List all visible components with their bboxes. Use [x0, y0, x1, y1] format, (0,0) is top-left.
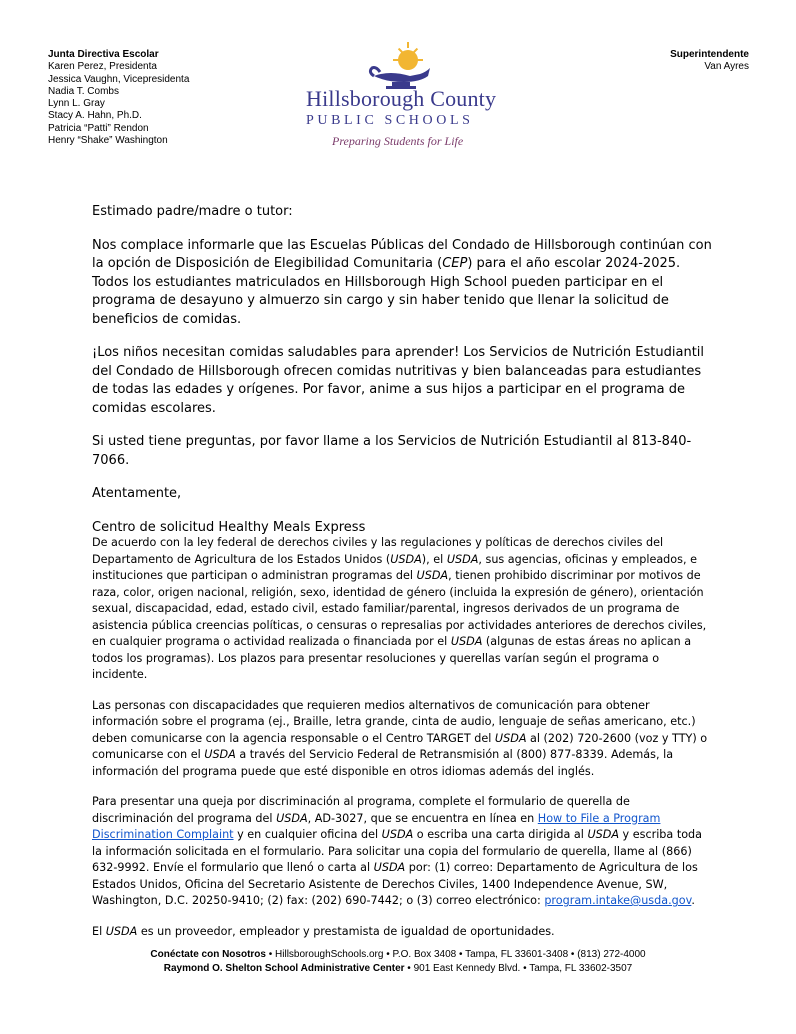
letter-body [92, 203, 712, 552]
school-board-list [48, 49, 189, 147]
board-member: Henry “Shake” Washington [48, 135, 168, 147]
board-member: Jessica Vaughn, Vicepresidenta [48, 73, 190, 85]
page-footer [0, 948, 796, 976]
footer-line: Conéctate con Nosotros • HillsboroughSchools.org • P.O. Box 3408 • Tampa, FL 33601-3408 • (813) 272-4000 [150, 949, 646, 960]
district-subtitle: PUBLIC SCHOOLS [306, 113, 474, 128]
superintendent-name: Van Ayres [704, 61, 749, 73]
board-member: Nadia T. Combs [48, 85, 119, 97]
signature: Centro de solicitud Healthy Meals Express [92, 519, 366, 535]
school-board-heading: Junta Directiva Escolar [48, 49, 159, 60]
legal-paragraph: Las personas con discapacidades que requieren medios alternativos de comunicación para obtener información sobre el programa (ej., Braille, letra grande, cinta de audio, lenguaje de señas americano, etc.) deben comunicarse con la agencia responsable o el Centro TARGET del USDA al (202) 720-2600 (voz y TTY) o comunicarse con el USDA a través del Servicio Federal de Retransmisión al (800) 877-8339. Además, la información del programa puede que esté disponible en otros idiomas además del inglés. [92, 698, 708, 778]
salutation: Estimado padre/madre o tutor: [92, 204, 293, 219]
letter-paragraph: Si usted tiene preguntas, por favor llame a los Servicios de Nutrición Estudiantil al 813-840-7066. [92, 434, 692, 468]
closing: Atentamente, [92, 486, 182, 501]
letter-paragraph: ¡Los niños necesitan comidas saludables para aprender! Los Servicios de Nutrición Estudiantil del Condado de Hillsborough ofrecen comidas nutritivas y bien balanceadas para estudiantes de todas las edades y orígenes. Por favor, anime a sus hijos a participar en el programa de comidas escolares. [92, 345, 705, 416]
superintendent-heading: Superintendente [670, 49, 749, 60]
email-link[interactable]: program.intake@usda.gov [544, 894, 692, 907]
district-tagline: Preparing Students for Life [332, 134, 464, 148]
board-member: Lynn L. Gray [48, 98, 105, 110]
legal-paragraph: De acuerdo con la ley federal de derechos civiles y las regulaciones y políticas de derechos civiles del Departamento de Agricultura de los Estados Unidos (USDA), el USDA, sus agencias, oficinas y empleados, e instituciones que participan o administran programas del USDA, tienen prohibido discriminar por motivos de raza, color, origen nacional, religión, sexo, identidad de género (incluida la expresión de género), orientación sexual, discapacidad, edad, estado civil, estado familiar/parental, ingresos derivados de un programa de asistencia pública creencias políticas, o censuras o represalias por actividades anteriores de derechos civiles, en cualquier programa o actividad realizada o financiada por el USDA (algunas de estas áreas no aplican a todos los programas). Los plazos para presentar resoluciones y querellas varían según el programa o incidente. [92, 536, 707, 681]
board-member: Karen Perez, Presidenta [48, 61, 157, 73]
complaint-link[interactable]: How to File a Program Discrimination Complaint [92, 811, 661, 841]
board-member: Stacy A. Hahn, Ph.D. [48, 110, 142, 122]
board-member: Patricia “Patti” Rendon [48, 122, 149, 134]
district-name: Hillsborough County [306, 86, 497, 111]
legal-paragraph: El USDA es un proveedor, empleador y prestamista de igualdad de oportunidades. [92, 924, 555, 938]
district-logo [300, 42, 500, 152]
footer-line: Raymond O. Shelton School Administrative Center • 901 East Kennedy Blvd. • Tampa, FL 33602-3507 [163, 963, 633, 974]
nondiscrimination-statement [92, 535, 714, 954]
lamp-of-learning-icon [360, 42, 440, 90]
letter-paragraph: Nos complace informarle que las Escuelas Públicas del Condado de Hillsborough continúan con la opción de Disposición de Elegibilidad Comunitaria (CEP) para el año escolar 2024-2025. Todos los estudiantes matriculados en Hillsborough High School pueden participar en el programa de desayuno y almuerzo sin cargo y sin haber tenido que llenar la solicitud de beneficios de comidas. [92, 237, 712, 327]
superintendent-block [670, 49, 749, 74]
legal-paragraph: Para presentar una queja por discriminación al programa, complete el formulario de querella de discriminación del programa del USDA, AD-3027, que se encuentra en línea en How to File a Program Discrimination Complaint y en cualquier oficina del USDA o escriba una carta dirigida al USDA y escriba toda la información solicitada en el formulario. Para solicitar una copia del formulario de querella, llame al (866) 632-9992. Envíe el formulario que llenó o carta al USDA por: (1) correo: Departamento de Agricultura de los Estados Unidos, Oficina del Secretario Asistente de Derechos Civiles, 1400 Independence Avenue, SW, Washington, D.C. 20250-9410; (2) fax: (202) 690-7442; o (3) correo electrónico: program.intake@usda.gov. [92, 795, 703, 907]
